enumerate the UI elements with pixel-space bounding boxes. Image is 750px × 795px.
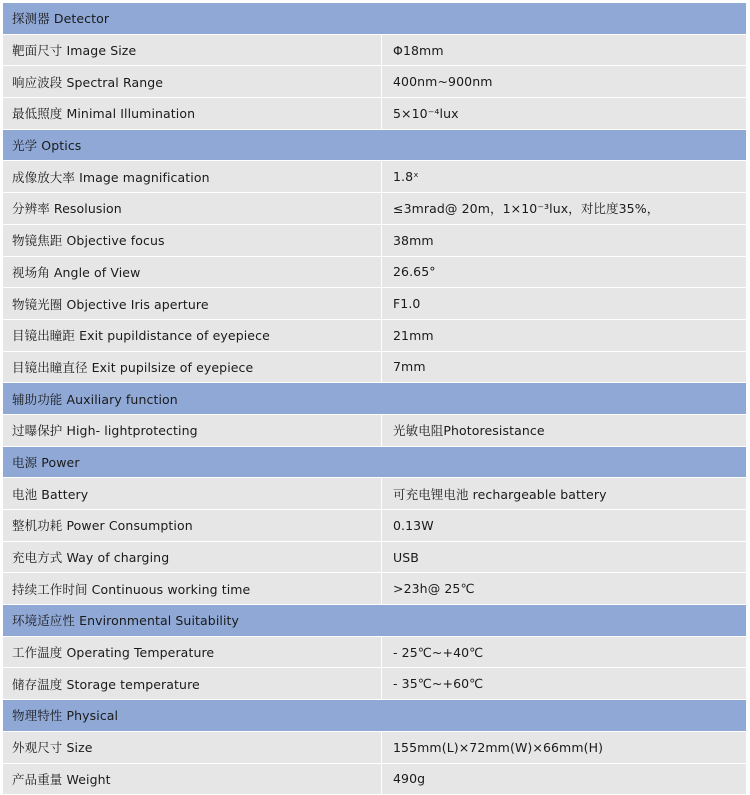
spec-label: 目镜出瞳直径 Exit pupilsize of eyepiece [3, 351, 382, 383]
spec-label: 外观尺寸 Size [3, 731, 382, 763]
section-title: 电源 Power [3, 446, 747, 478]
spec-label: 储存温度 Storage temperature [3, 668, 382, 700]
spec-value: >23h@ 25℃ [382, 573, 747, 605]
table-row [3, 319, 747, 351]
table-row [3, 541, 747, 573]
spec-value: 38mm [382, 224, 747, 256]
spec-label: 靶面尺寸 Image Size [3, 34, 382, 66]
table-row [3, 288, 747, 320]
table-row [3, 478, 747, 510]
spec-value: - 35℃~+60℃ [382, 668, 747, 700]
section-header-row [3, 383, 747, 415]
section-header-row [3, 446, 747, 478]
section-title: 物理特性 Physical [3, 700, 747, 732]
spec-value: 155mm(L)×72mm(W)×66mm(H) [382, 731, 747, 763]
spec-label: 目镜出瞳距 Exit pupildistance of eyepiece [3, 319, 382, 351]
table-row [3, 193, 747, 225]
spec-label: 视场角 Angle of View [3, 256, 382, 288]
table-row [3, 34, 747, 66]
spec-value: 0.13W [382, 510, 747, 542]
section-header-row [3, 129, 747, 161]
spec-value: 400nm~900nm [382, 66, 747, 98]
table-row [3, 636, 747, 668]
table-row [3, 573, 747, 605]
spec-value: ≤3mrad@ 20m，1×10⁻³lux，对比度35%， [382, 193, 747, 225]
spec-value: Φ18mm [382, 34, 747, 66]
spec-label: 最低照度 Minimal Illumination [3, 98, 382, 130]
section-title: 光学 Optics [3, 129, 747, 161]
spec-label: 持续工作时间 Continuous working time [3, 573, 382, 605]
spec-label: 充电方式 Way of charging [3, 541, 382, 573]
table-row [3, 256, 747, 288]
table-row [3, 161, 747, 193]
spec-value: 可充电锂电池 rechargeable battery [382, 478, 747, 510]
table-row [3, 224, 747, 256]
spec-label: 分辨率 Resolusion [3, 193, 382, 225]
spec-label: 工作温度 Operating Temperature [3, 636, 382, 668]
section-header-row [3, 605, 747, 637]
section-header-row [3, 3, 747, 35]
table-row [3, 414, 747, 446]
section-title: 探测器 Detector [3, 3, 747, 35]
table-row [3, 510, 747, 542]
spec-label: 成像放大率 Image magnification [3, 161, 382, 193]
spec-value: 490g [382, 763, 747, 795]
table-row [3, 731, 747, 763]
spec-value: 5×10⁻⁴lux [382, 98, 747, 130]
spec-label: 物镜光圈 Objective Iris aperture [3, 288, 382, 320]
spec-label: 产品重量 Weight [3, 763, 382, 795]
spec-value: 光敏电阻Photoresistance [382, 414, 747, 446]
section-title: 环境适应性 Environmental Suitability [3, 605, 747, 637]
spec-value: 21mm [382, 319, 747, 351]
section-title: 辅助功能 Auxiliary function [3, 383, 747, 415]
spec-value: F1.0 [382, 288, 747, 320]
spec-label: 电池 Battery [3, 478, 382, 510]
spec-label: 物镜焦距 Objective focus [3, 224, 382, 256]
spec-table-body [3, 3, 747, 795]
table-row [3, 98, 747, 130]
spec-value: - 25℃~+40℃ [382, 636, 747, 668]
spec-table [2, 2, 747, 795]
spec-value: 1.8ˣ [382, 161, 747, 193]
spec-value: 26.65° [382, 256, 747, 288]
table-row [3, 668, 747, 700]
table-row [3, 66, 747, 98]
spec-value: 7mm [382, 351, 747, 383]
spec-value: USB [382, 541, 747, 573]
spec-label: 响应波段 Spectral Range [3, 66, 382, 98]
spec-label: 整机功耗 Power Consumption [3, 510, 382, 542]
table-row [3, 763, 747, 795]
section-header-row [3, 700, 747, 732]
table-row [3, 351, 747, 383]
spec-label: 过曝保护 High- lightprotecting [3, 414, 382, 446]
